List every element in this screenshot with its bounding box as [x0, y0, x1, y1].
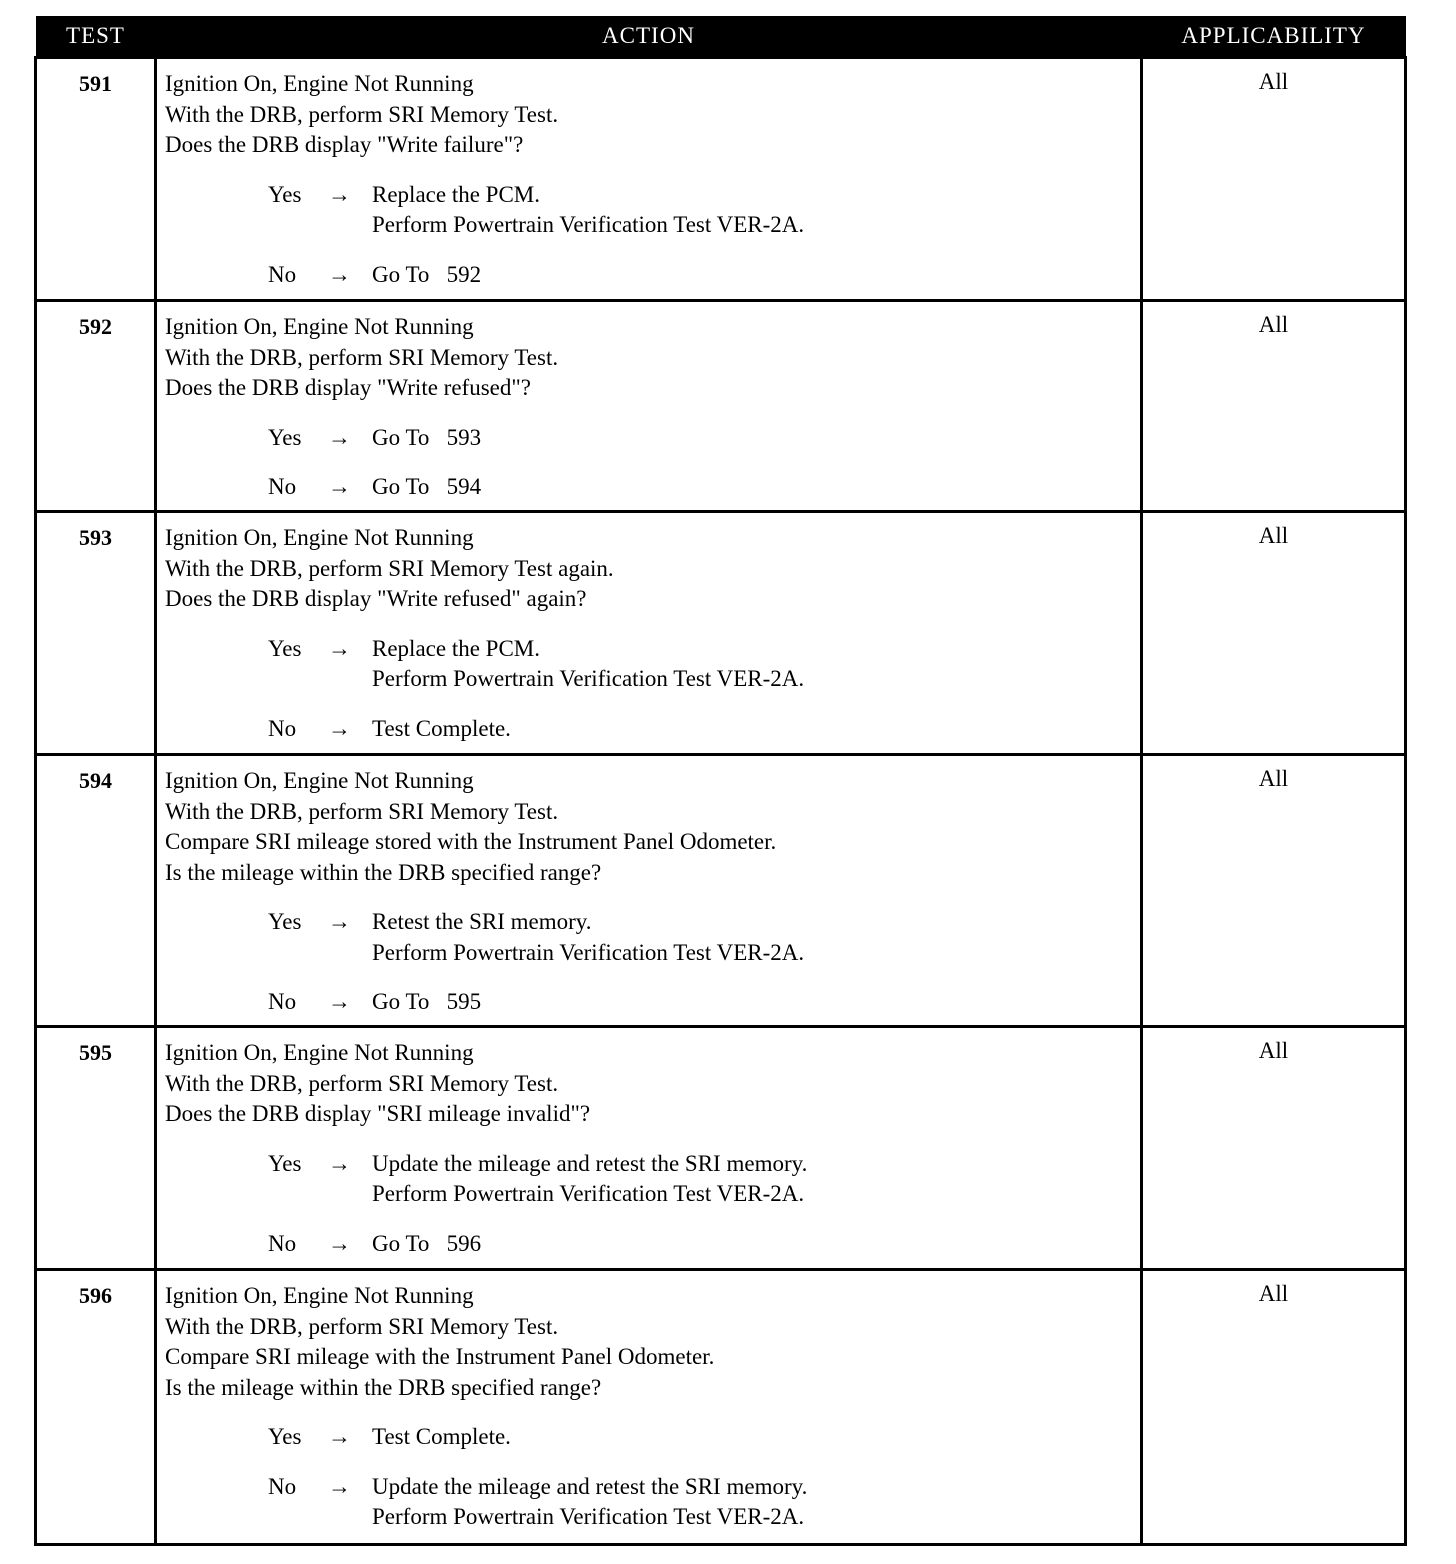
no-label: No	[268, 989, 297, 1014]
action-line: Ignition On, Engine Not Running	[165, 768, 474, 793]
action-line: With the DRB, perform SRI Memory Test.	[165, 101, 559, 127]
right-arrow-icon: →	[328, 261, 351, 287]
no-branch	[165, 260, 1132, 291]
applicability-value: All	[1142, 58, 1406, 301]
result-line: Test Complete.	[372, 715, 511, 741]
test-number: 592	[36, 301, 156, 512]
no-label: No	[268, 261, 297, 287]
result-line: Retest the SRI memory.	[372, 909, 592, 934]
table-body	[36, 58, 1406, 1545]
yes-label: Yes	[268, 1424, 302, 1449]
yes-branch	[165, 634, 1132, 695]
no-branch	[165, 987, 1132, 1018]
action-cell	[156, 1270, 1142, 1545]
yes-result	[372, 423, 1132, 454]
no-result	[372, 1472, 1132, 1533]
test-row-595	[36, 1027, 1406, 1270]
applicability-value: All	[1142, 1027, 1406, 1270]
result-line: Perform Powertrain Verification Test VER-2A.	[372, 1504, 805, 1529]
result-line: Go To 593	[372, 424, 482, 450]
result-line: Perform Powertrain Verification Test VER-2A.	[372, 939, 805, 965]
result-line: Test Complete.	[372, 1424, 511, 1449]
result-line: Go To 595	[372, 989, 482, 1014]
result-line: Replace the PCM.	[372, 635, 540, 661]
no-branch	[165, 472, 1132, 503]
no-result	[372, 472, 1132, 503]
header-applicability: APPLICABILITY	[1142, 16, 1406, 58]
no-branch	[165, 1472, 1132, 1533]
right-arrow-icon: →	[328, 1473, 351, 1499]
action-line: With the DRB, perform SRI Memory Test.	[165, 1070, 559, 1096]
test-row-591	[36, 58, 1406, 301]
test-number: 593	[36, 512, 156, 755]
action-cell	[156, 755, 1142, 1027]
result-line: Go To 594	[372, 474, 482, 499]
yes-label: Yes	[268, 909, 302, 934]
result-line: Perform Powertrain Verification Test VER-2A.	[372, 1181, 805, 1206]
result-line: Update the mileage and retest the SRI memory.	[372, 1473, 808, 1499]
yes-result	[372, 1422, 1132, 1453]
applicability-value: All	[1142, 755, 1406, 1027]
no-label: No	[268, 715, 297, 741]
action-line: Ignition On, Engine Not Running	[165, 314, 474, 339]
applicability-value: All	[1142, 1270, 1406, 1545]
no-result	[372, 260, 1132, 291]
table-header	[36, 16, 1406, 58]
no-label: No	[268, 1473, 297, 1499]
result-line: Go To 592	[372, 261, 482, 287]
no-label: No	[268, 474, 297, 499]
yes-label: Yes	[268, 181, 302, 207]
result-line: Replace the PCM.	[372, 181, 540, 207]
action-cell	[156, 1027, 1142, 1270]
result-line: Update the mileage and retest the SRI memory.	[372, 1150, 808, 1176]
action-line: Is the mileage within the DRB specified range?	[165, 1374, 602, 1400]
action-line: Compare SRI mileage stored with the Instrument Panel Odometer.	[165, 829, 777, 854]
action-line: With the DRB, perform SRI Memory Test.	[165, 798, 559, 824]
test-number: 596	[36, 1270, 156, 1545]
diagnostic-test-table	[34, 16, 1407, 1546]
right-arrow-icon: →	[328, 715, 351, 741]
right-arrow-icon: →	[328, 989, 351, 1014]
right-arrow-icon: →	[328, 1230, 351, 1256]
action-line: Is the mileage within the DRB specified range?	[165, 859, 602, 885]
no-result	[372, 714, 1132, 745]
action-cell	[156, 58, 1142, 301]
result-line: Go To 596	[372, 1230, 482, 1256]
action-line: Does the DRB display "SRI mileage invalid"?	[165, 1101, 591, 1126]
yes-branch	[165, 1422, 1132, 1453]
no-branch	[165, 1229, 1132, 1260]
action-cell	[156, 512, 1142, 755]
action-line: Ignition On, Engine Not Running	[165, 71, 474, 96]
right-arrow-icon: →	[328, 1424, 351, 1449]
yes-label: Yes	[268, 635, 302, 661]
yes-result	[372, 180, 1132, 241]
header-test: TEST	[36, 16, 156, 58]
right-arrow-icon: →	[328, 181, 351, 207]
action-line: Ignition On, Engine Not Running	[165, 1040, 474, 1065]
action-line: Ignition On, Engine Not Running	[165, 525, 474, 550]
action-line: Does the DRB display "Write refused" again?	[165, 586, 587, 611]
no-result	[372, 987, 1132, 1018]
action-cell	[156, 301, 1142, 512]
diagnostic-procedure-sheet	[34, 16, 1404, 1546]
action-line: Does the DRB display "Write refused"?	[165, 375, 531, 400]
right-arrow-icon: →	[328, 635, 351, 661]
yes-result	[372, 634, 1132, 695]
right-arrow-icon: →	[328, 474, 351, 499]
no-result	[372, 1229, 1132, 1260]
yes-result	[372, 1149, 1132, 1210]
test-row-596	[36, 1270, 1406, 1545]
test-row-593	[36, 512, 1406, 755]
result-line: Perform Powertrain Verification Test VER-2A.	[372, 212, 805, 237]
header-action: ACTION	[156, 16, 1142, 58]
test-number: 594	[36, 755, 156, 1027]
test-number: 591	[36, 58, 156, 301]
yes-branch	[165, 1149, 1132, 1210]
result-line: Perform Powertrain Verification Test VER-2A.	[372, 666, 805, 691]
action-line: Compare SRI mileage with the Instrument Panel Odometer.	[165, 1344, 715, 1369]
yes-branch	[165, 423, 1132, 454]
right-arrow-icon: →	[328, 424, 351, 450]
right-arrow-icon: →	[328, 909, 351, 934]
action-line: Does the DRB display "Write failure"?	[165, 132, 524, 157]
yes-label: Yes	[268, 424, 302, 450]
applicability-value: All	[1142, 301, 1406, 512]
yes-label: Yes	[268, 1150, 302, 1176]
test-number: 595	[36, 1027, 156, 1270]
no-label: No	[268, 1230, 297, 1256]
no-branch	[165, 714, 1132, 745]
applicability-value: All	[1142, 512, 1406, 755]
action-line: With the DRB, perform SRI Memory Test.	[165, 1313, 559, 1339]
action-line: With the DRB, perform SRI Memory Test.	[165, 344, 559, 370]
action-line: With the DRB, perform SRI Memory Test again.	[165, 555, 614, 581]
yes-branch	[165, 907, 1132, 968]
action-line: Ignition On, Engine Not Running	[165, 1283, 474, 1308]
test-row-594	[36, 755, 1406, 1027]
yes-branch	[165, 180, 1132, 241]
right-arrow-icon: →	[328, 1150, 351, 1176]
test-row-592	[36, 301, 1406, 512]
yes-result	[372, 907, 1132, 968]
